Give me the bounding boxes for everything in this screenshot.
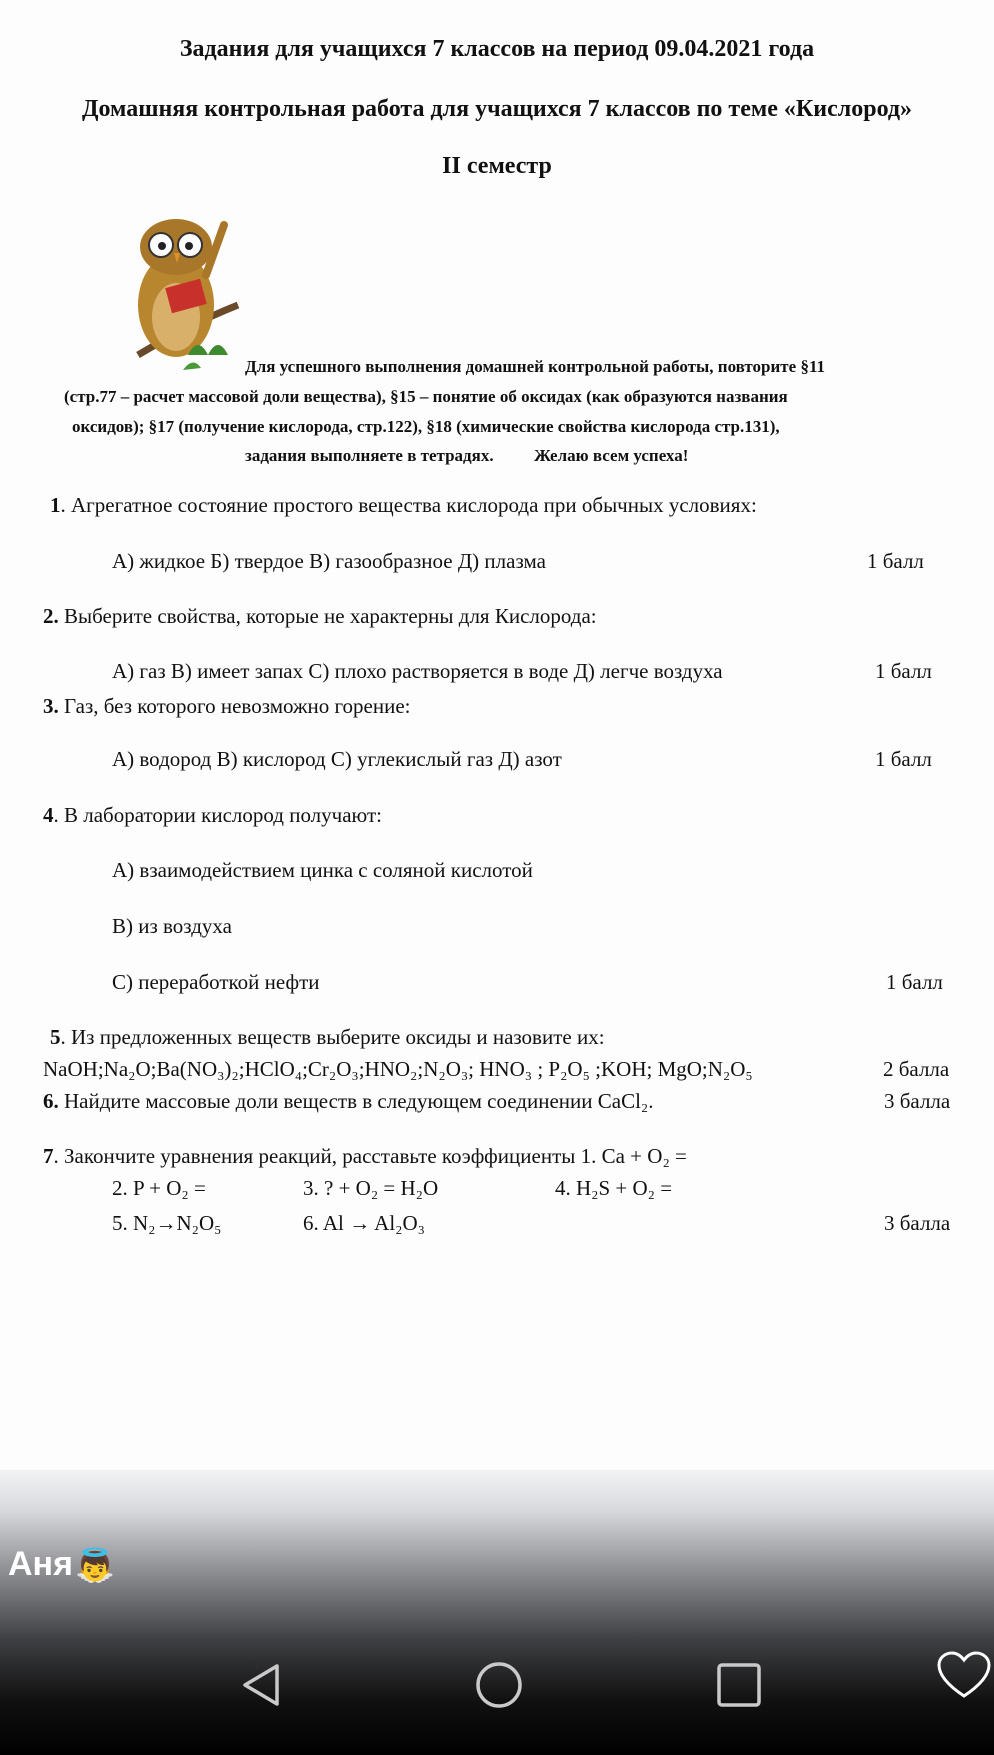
question-text: Выберите свойства, которые не характерны для Кислорода: <box>58 604 597 628</box>
question-2 <box>43 604 597 629</box>
question-4-points: 1 балл <box>886 970 943 994</box>
home-circle-icon[interactable] <box>474 1660 524 1710</box>
question-number: 2. <box>43 604 59 628</box>
story-overlay <box>0 1470 994 1755</box>
intro-line-3: оксидов); §17 (получение кислорода, стр.122), §18 (химические свойства кислорода стр.131), <box>72 417 780 436</box>
question-text: . В лаборатории кислород получают: <box>53 803 382 827</box>
question-1-points: 1 балл <box>867 549 924 573</box>
header-title: Задания для учащихся 7 классов на период 09.04.2021 года <box>179 36 815 62</box>
question-text: Найдите массовые доли веществ в следующем соединении CaCl₂. <box>58 1089 654 1113</box>
question-6-points: 3 балла <box>884 1089 951 1113</box>
question-1 <box>50 493 757 518</box>
reaction-4: 4. H₂S + O₂ = <box>555 1176 673 1200</box>
intro-line-2: (стр.77 – расчет массовой доли вещества), §15 – понятие об оксидах (как образуются названия <box>64 387 788 406</box>
owl-illustration <box>128 205 248 375</box>
question-7 <box>43 1144 687 1169</box>
question-text: . Из предложенных веществ выберите оксиды и назовите их: <box>60 1025 605 1049</box>
question-4-option-b: В) из воздуха <box>112 914 232 938</box>
reaction-5: 5. N₂→N₂O₅ <box>112 1211 222 1235</box>
question-number: 1 <box>50 493 61 517</box>
intro-wish: Желаю всем успеха! <box>534 446 689 465</box>
intro-line-4 <box>245 446 688 466</box>
question-5 <box>50 1025 605 1050</box>
user-label[interactable] <box>8 1545 115 1584</box>
intro-line-1: Для успешного выполнения домашней контрольной работы, повторите §11 <box>245 357 826 376</box>
heart-icon[interactable] <box>936 1650 992 1702</box>
question-5-points: 2 балла <box>883 1057 950 1081</box>
question-2-points: 1 балл <box>875 659 932 683</box>
question-number: 4 <box>43 803 54 827</box>
question-4-option-c: С) переработкой нефти <box>112 970 320 994</box>
recents-square-icon[interactable] <box>714 1660 764 1710</box>
question-4 <box>43 803 382 828</box>
user-name: Аня <box>8 1545 73 1583</box>
angel-emoji-icon: 👼 <box>74 1546 115 1583</box>
back-triangle-icon[interactable] <box>237 1660 287 1710</box>
question-1-options: А) жидкое Б) твердое В) газообразное Д) плазма <box>112 549 546 573</box>
question-number: 6. <box>43 1089 59 1113</box>
question-3 <box>43 694 411 719</box>
question-2-options: А) газ В) имеет запах С) плохо растворяется в воде Д) легче воздуха <box>112 659 723 683</box>
question-3-options: А) водород В) кислород С) углекислый газ Д) азот <box>112 747 562 771</box>
question-number: 5 <box>50 1025 61 1049</box>
question-5-formulas: NaOH;Na₂O;Ba(NO₃)₂;HClO₄;Cr₂O₃;HNO₂;N₂O₃; HNO₃ ; P₂O₅ ;KOH; MgO;N₂O₅ <box>43 1057 753 1081</box>
question-text: . Закончите уравнения реакций, расставьте коэффициенты 1. Ca + O₂ = <box>53 1144 687 1168</box>
question-number: 3. <box>43 694 59 718</box>
reaction-6: 6. Al → Al₂O₃ <box>303 1211 425 1235</box>
question-4-option-a: А) взаимодействием цинка с соляной кислотой <box>112 858 533 882</box>
question-7-points: 3 балла <box>884 1211 951 1235</box>
question-text: . Агрегатное состояние простого вещества кислорода при обычных условиях: <box>60 493 757 517</box>
intro-instruction: задания выполняете в тетрадях. <box>245 446 494 465</box>
question-number: 7 <box>43 1144 54 1168</box>
reaction-2: 2. P + O₂ = <box>112 1176 206 1200</box>
reaction-3: 3. ? + O₂ = H₂O <box>303 1176 439 1200</box>
question-text: Газ, без которого невозможно горение: <box>58 694 411 718</box>
header-semester: II семестр <box>442 153 552 179</box>
header-subtitle: Домашняя контрольная работа для учащихся 7 классов по теме «Кислород» <box>81 96 913 122</box>
question-6 <box>43 1089 654 1114</box>
question-3-points: 1 балл <box>875 747 932 771</box>
